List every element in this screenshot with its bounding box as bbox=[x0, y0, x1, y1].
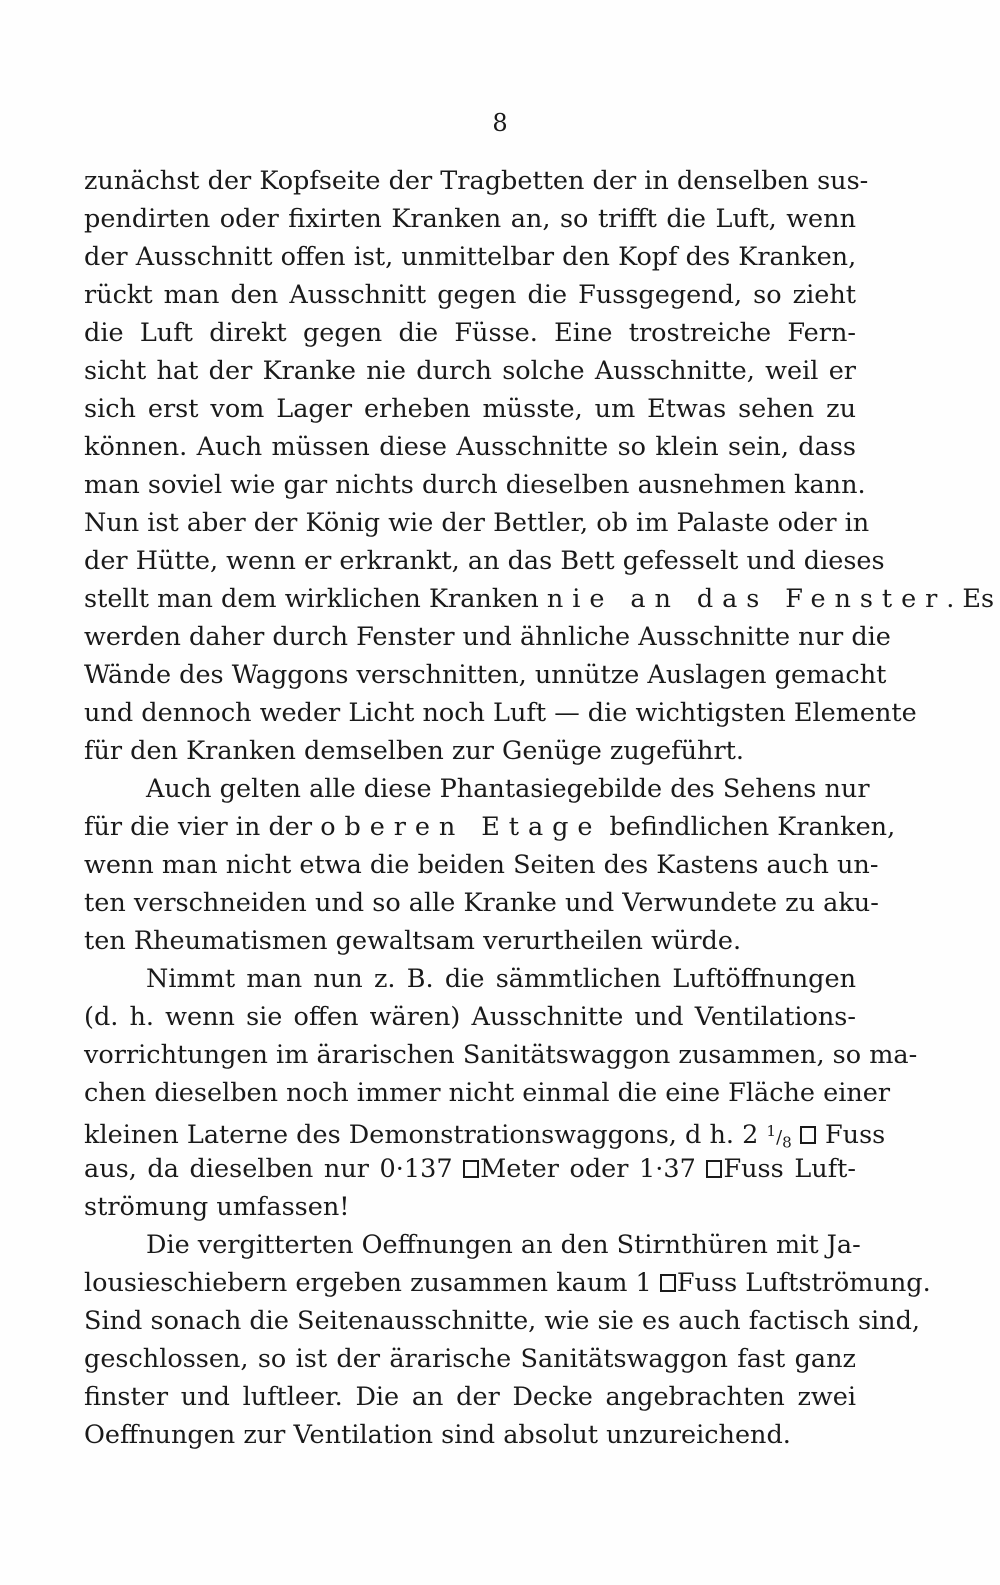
body-text bbox=[84, 162, 995, 1454]
text-line bbox=[84, 1264, 931, 1302]
paragraph bbox=[84, 770, 896, 960]
paragraph bbox=[84, 960, 918, 1226]
line-text: Fuss bbox=[816, 1119, 886, 1150]
text-line: vorrichtungen im ärarischen Sanitätswaggon zusammen, so ma- bbox=[84, 1040, 918, 1070]
text-line: Wände des Waggons verschnitten, unnütze Auslagen gemacht bbox=[84, 660, 887, 690]
text-line: Oeffnungen zur Ventilation sind absolut unzureichend. bbox=[84, 1420, 791, 1450]
text-line bbox=[84, 1112, 886, 1152]
line-text: Fuss Luft- bbox=[723, 1154, 856, 1184]
text-line: ten verschneiden und so alle Kranke und Verwundete zu aku- bbox=[84, 888, 879, 918]
line-text: befindlichen Kranken, bbox=[601, 812, 896, 842]
square-unit-icon bbox=[660, 1274, 676, 1292]
text-line bbox=[84, 808, 896, 846]
text-line: sich erst vom Lager erheben müsste, um Etwas sehen zu bbox=[84, 394, 856, 424]
text-line: Nun ist aber der König wie der Bettler, ob im Palaste oder in bbox=[84, 508, 870, 538]
text-line: für den Kranken demselben zur Genüge zugeführt. bbox=[84, 736, 744, 766]
line-text: Fuss Luftströmung. bbox=[676, 1268, 931, 1298]
square-unit-icon bbox=[800, 1126, 816, 1144]
text-line: der Ausschnitt offen ist, unmittelbar den Kopf des Kranken, bbox=[84, 242, 857, 272]
text-line: der Hütte, wenn er erkrankt, an das Bett gefesselt und dieses bbox=[84, 546, 885, 576]
text-line: chen dieselben noch immer nicht einmal die eine Fläche einer bbox=[84, 1078, 891, 1108]
text-line: finster und luftleer. Die an der Decke angebrachten zwei bbox=[84, 1382, 856, 1412]
line-text: aus, da dieselben nur 0·137 bbox=[84, 1154, 464, 1184]
text-line: und dennoch weder Licht noch Luft — die wichtigsten Elemente bbox=[84, 698, 917, 728]
text-line: rückt man den Ausschnitt gegen die Fussgegend, so zieht bbox=[84, 280, 856, 310]
text-line: die Luft direkt gegen die Füsse. Eine trostreiche Fern- bbox=[84, 318, 856, 348]
line-text: für die vier in der bbox=[84, 812, 321, 842]
text-line bbox=[84, 1150, 856, 1188]
square-unit-icon bbox=[706, 1160, 722, 1178]
text-line: werden daher durch Fenster und ähnliche Ausschnitte nur die bbox=[84, 622, 891, 652]
text-line: ten Rheumatismen gewaltsam verurtheilen würde. bbox=[84, 926, 742, 956]
text-line: wenn man nicht etwa die beiden Seiten des Kastens auch un- bbox=[84, 850, 879, 880]
text-line: zunächst der Kopfseite der Tragbetten der in denselben sus- bbox=[84, 166, 869, 196]
text-line: können. Auch müssen diese Ausschnitte so klein sein, dass bbox=[84, 432, 856, 462]
text-line: strömung umfassen! bbox=[84, 1192, 350, 1222]
text-line: Auch gelten alle diese Phantasiegebilde des Sehens nur bbox=[146, 774, 870, 804]
page-number: 8 bbox=[492, 109, 508, 137]
text-line: man soviel wie gar nichts durch dieselben ausnehmen kann. bbox=[84, 470, 866, 500]
line-text: lousieschiebern ergeben zusammen kaum 1 bbox=[84, 1268, 660, 1298]
text-line: Die vergitterten Oeffnungen an den Stirnthüren mit Ja- bbox=[146, 1230, 861, 1260]
paragraph bbox=[84, 1226, 931, 1454]
fraction-denominator: 8 bbox=[782, 1133, 792, 1152]
text-line: sicht hat der Kranke nie durch solche Ausschnitte, weil er bbox=[84, 356, 856, 386]
fraction-numerator: 1 bbox=[766, 1122, 777, 1140]
emphasized-text: nie an das Fenster bbox=[546, 584, 947, 614]
text-line: geschlossen, so ist der ärarische Sanitätswaggon fast ganz bbox=[84, 1344, 856, 1374]
emphasized-text: oberen Etage bbox=[320, 812, 602, 842]
line-text: stellt man dem wirklichen Kranken bbox=[84, 584, 547, 614]
line-text: Meter oder 1·37 bbox=[480, 1154, 707, 1184]
text-line: Sind sonach die Seitenausschnitte, wie sie es auch factisch sind, bbox=[84, 1306, 921, 1336]
text-line: pendirten oder fixirten Kranken an, so trifft die Luft, wenn bbox=[84, 204, 856, 234]
line-text: kleinen Laterne des Demonstrationswaggons, d h. 2 bbox=[84, 1119, 767, 1150]
paragraph bbox=[84, 162, 995, 770]
line-text: . Es bbox=[946, 584, 995, 614]
text-line: Nimmt man nun z. B. die sämmtlichen Luftöffnungen bbox=[146, 964, 856, 994]
fraction: $^1/_8$ bbox=[766, 1122, 792, 1152]
text-line: (d. h. wenn sie offen wären) Ausschnitte und Ventilations- bbox=[84, 1002, 856, 1032]
text-line bbox=[84, 580, 995, 618]
square-unit-icon bbox=[463, 1160, 479, 1178]
